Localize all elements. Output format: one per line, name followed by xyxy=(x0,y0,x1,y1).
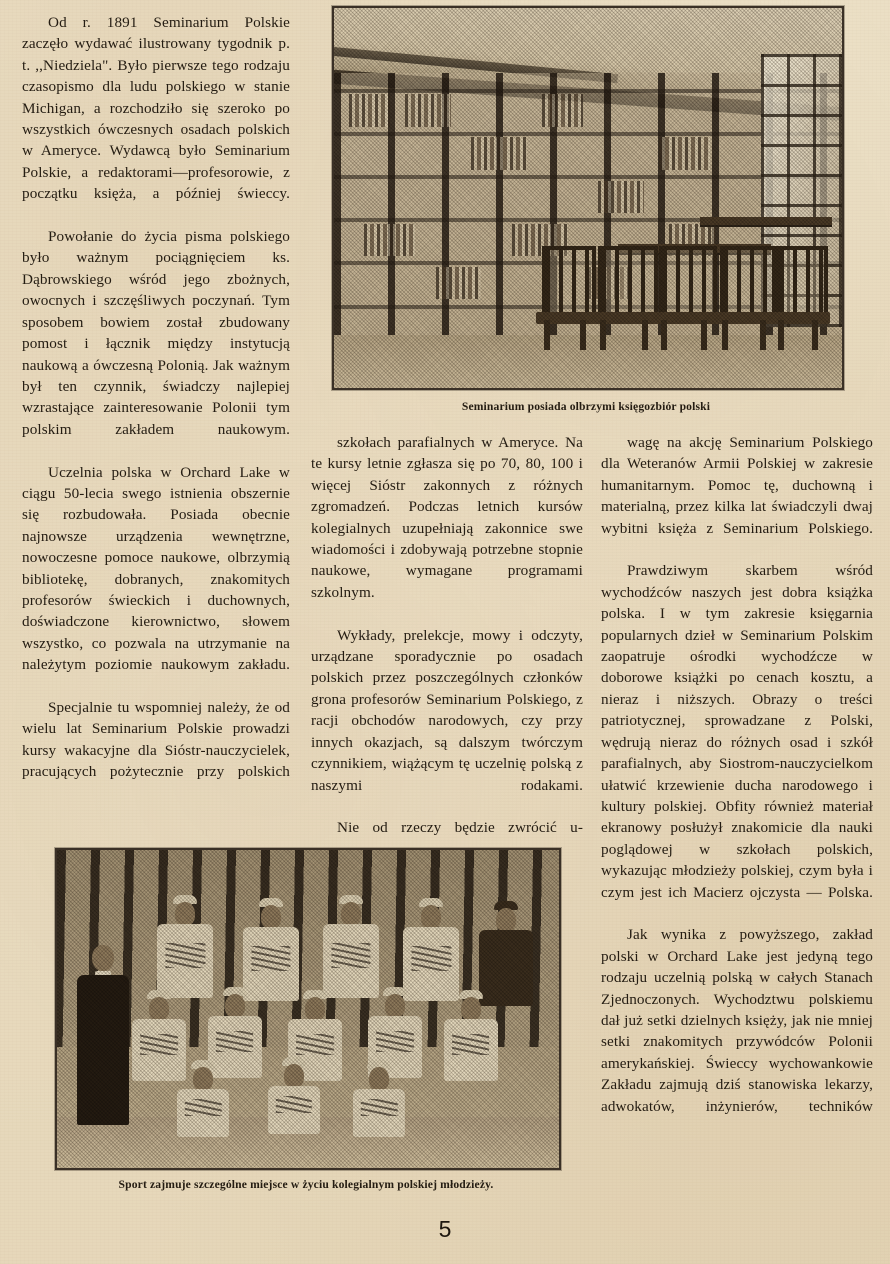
paragraph: Nie od rzeczy będzie zwrócić u- xyxy=(337,819,583,837)
player-figure xyxy=(444,990,498,1117)
armchair xyxy=(542,254,588,350)
library-interior-illustration xyxy=(334,8,842,388)
paragraph: szkołach parafialnych w Ameryce. Na te kursy letnie zgłasza się po 70, 80, 100 i więcej Sióstr zakonnych z różnych zgromadzeń. Podczas letnich kursów kolegialnych uzupełniają zakonnice swe wiadomości i zdobywają potrzebne stopnie naukowe, wymagane programami szkolnym. xyxy=(311,434,583,601)
player-figure xyxy=(268,1057,320,1152)
figure-baseball-team-photo xyxy=(55,848,557,1166)
paragraph: Od r. 1891 Seminarium Polskie zaczęło wydawać ilustrowany tygodnik p. t. ,,Niedziela". Było pierwsze tego rodzaju czasopismo dla ludu polskiego w stanie Michigan, a rozchodziło się szeroko po wszystkich ówczesnych osadach polskich w Ameryce. Wydawcą było Seminarium Polskie, a redaktorami—profesorowie, z początku księża, a później świeccy. xyxy=(22,14,290,203)
figure-caption-team: Sport zajmuje szczególne miejsce w życiu kolegialnym polskiej młodzieży. xyxy=(118,1178,494,1191)
paragraph: Prawdziwym skarbem wśród wychodźców naszych jest dobra książka polska. I w tym zakresie księgarnia popularnych dzieł w Seminarium Polskim zaopatruje ośrodki wychodźcze w doborowe książki po cenach kosztu, a nieraz i niższych. Obrazy o treści patriotycznej, sprowadzane z Polski, wędrują nieraz do różnych osad i szkół parafialnych, aby Siostrom-nauczycielkom ułatwić krzewienie ducha narodowego i kultury polskiej. Obfity również materiał ekranowy posłużył znakomicie dla nauki poglądowej w szkołach polskich, wykazując młodzieży polskiej, czym była i czym jest ich Macierz ojczysta — Polska. xyxy=(601,562,873,901)
paragraph: Wykłady, prelekcje, mowy i odczyty, urządzane sporadycznie po osadach polskich przez poszczególnych członków grona profesorów Seminarium Polskiego, z racji obchodów narodowych, czy przy innych okazjach, są dalszym twórczym czynnikiem, wiążącym tę uczelnię polską z naszymi rodakami. xyxy=(311,626,583,794)
armchair xyxy=(598,246,650,350)
paragraph: Uczelnia polska w Orchard Lake w ciągu 50-lecia swego istnienia obszernie się rozbudowała. Posiada obecnie najnowsze urządzenia wewnętrzne, nowoczesne pomoce naukowe, olbrzymią bibliotekę, dobranych, znakomitych profesorów świeckich i duchownych, doświadczone kierownictwo, słowem wszystko, co pozwala na utrzymanie na należytym poziomie naukowym zakładu. xyxy=(22,463,290,674)
priest-figure xyxy=(77,945,129,1155)
armchair xyxy=(659,250,709,350)
baseball-team-illustration xyxy=(57,850,559,1168)
photo-frame xyxy=(332,6,844,390)
photo-frame xyxy=(55,848,561,1170)
figure-library-photo xyxy=(332,6,840,386)
player-figure xyxy=(353,1060,405,1155)
paragraph: Specjalnie tu wspomniej należy, że od wielu lat Seminarium Polskie prowadzi kursy wakacyjne dla Sióstr-nauczycielek, pracujących pożytecznie przy polskich xyxy=(22,699,290,781)
armchair xyxy=(776,262,820,350)
page-number: 5 xyxy=(438,1216,452,1242)
text-column-left xyxy=(22,12,290,804)
text-column-middle xyxy=(311,432,583,860)
text-column-right xyxy=(601,432,873,1138)
player-figure xyxy=(177,1060,229,1155)
paragraph: Powołanie do życia pisma polskiego było ważnym pociągnięciem ks. Dąbrowskiego wśród jego zbożnych, owocnych i szczęśliwych poczynań. Tym sposobem bowiem został zbudowany pomost i łącznik między instytucją naukową a ówczesną Polonią. Jak ważnym był ten czynnik, świadczy najlepiej wzrastające zainteresowanie Polonii tym polskim zakładem naukowym. xyxy=(22,228,290,438)
paragraph: wagę na akcję Seminarium Polskiego dla Weteranów Armii Polskiej w zakresie humanitarnym. Pomoc tę, duchowną i materialną, przez kilka lat świadczyli dwaj wybitni księża z Seminarium Polskiego. xyxy=(601,434,873,537)
figure-caption-library: Seminarium posiada olbrzymi księgozbiór polski xyxy=(461,400,711,413)
reading-table xyxy=(700,217,832,225)
armchair xyxy=(720,254,768,350)
paragraph: Jak wynika z powyższego, zakład polski w Orchard Lake jest jedyną tego rodzaju uczelnią polską w całych Stanach Zjednoczonych. Wychodztwu polskiemu dał już setki dzielnych księży, jak nie mniej setki znakomitych przywódców Polonii amerykańskiej. Świeccy wychowankowie Zakładu zajmują dziś stanowiska lekarzy, adwokatów, inżynierów, techników xyxy=(601,926,873,1115)
